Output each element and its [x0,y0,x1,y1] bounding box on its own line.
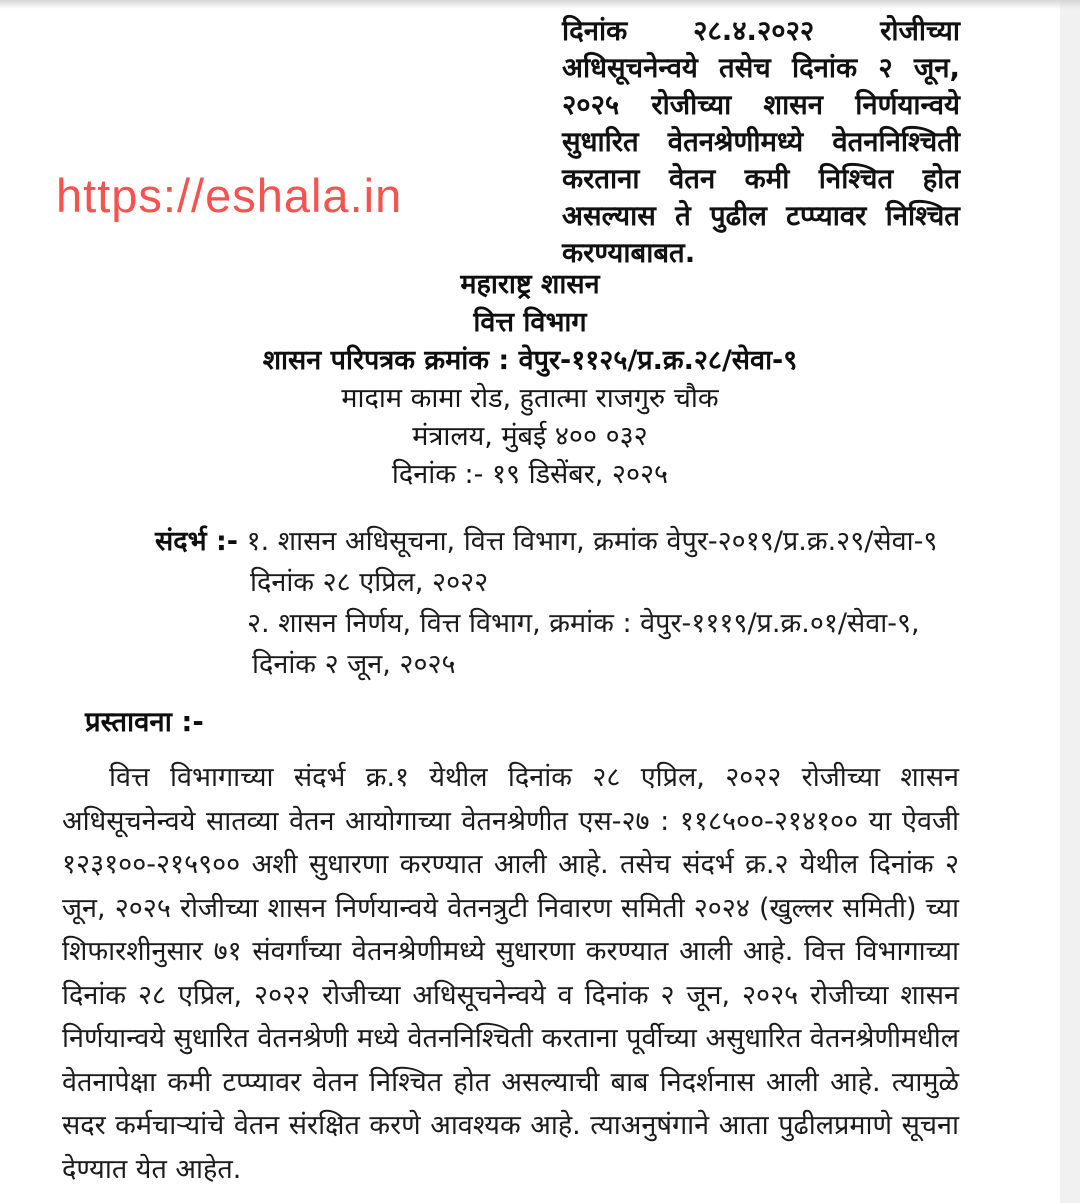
reference-2: २. शासन निर्णय, वित्त विभाग, क्रमांक : वेपुर-१११९/प्र.क्र.०१/सेवा-९, [247,608,920,639]
references-block [0,521,1060,685]
address-line-1: मादाम कामा रोड, हुतात्मा राजगुरु चौक [341,383,719,414]
letterhead [0,266,1060,494]
address-line-2: मंत्रालय, मुंबई ४०० ०३२ [412,421,648,452]
preamble-heading: प्रस्तावना :- [85,706,204,738]
reference-1 [0,521,1060,562]
subject-block: दिनांक २८.४.२०२२ रोजीच्या अधिसूचनेन्वये तसेच दिनांक २ जून, २०२५ रोजीच्या शासन निर्णयान्वये सुधारित वेतनश्रेणीमध्ये वेतननिश्चिती करताना वेतन कमी निश्चित होत असल्यास ते पुढील टप्प्यावर निश्चित करण्याबाबत. [562,15,960,269]
page-gutter [1060,0,1080,1203]
top-scroll-shadow [0,0,1080,9]
reference-1-text: १. शासन अधिसूचना, वित्त विभाग, क्रमांक वेपुर-२०१९/प्र.क्र.२९/सेवा-९ [246,526,938,557]
reference-2-date: दिनांक २ जून, २०२५ [252,649,456,680]
government-name: महाराष्ट्र शासन [460,269,600,300]
reference-1-date: दिनांक २८ एप्रिल, २०२२ [250,567,489,598]
circular-number: शासन परिपत्रक क्रमांक : वेपुर-११२५/प्र.क्र.२८/सेवा-९ [262,345,798,376]
references-label: संदर्भ :- [155,526,238,557]
department-name: वित्त विभाग [473,307,587,338]
issue-date: दिनांक :- १९ डिसेंबर, २०२५ [391,459,669,490]
watermark-url: https://eshala.in [56,169,403,222]
preamble-paragraph: वित्त विभागाच्या संदर्भ क्र.१ येथील दिनांक २८ एप्रिल, २०२२ रोजीच्या शासन अधिसूचनेन्वये सातव्या वेतन आयोगाच्या वेतनश्रेणीत एस-२७ : ११८५००-२१४१०० या ऐवजी १२३१००-२१५९०० अशी सुधारणा करण्यात आली आहे. तसेच संदर्भ क्र.२ येथील दिनांक २ जून, २०२५ रोजीच्या शासन निर्णयान्वये वेतनत्रुटी निवारण समिती २०२४ (खुल्लर समिती) च्या शिफारशीनुसार ७१ संवर्गांच्या वेतनश्रेणीमध्ये सुधारणा करण्यात आली आहे. वित्त विभागाच्या दिनांक २८ एप्रिल, २०२२ रोजीच्या अधिसूचनेन्वये व दिनांक २ जून, २०२५ रोजीच्या शासन निर्णयान्वये सुधारित वेतनश्रेणी मध्ये वेतननिश्चिती करताना पूर्वीच्या असुधारित वेतनश्रेणीमधील वेतनापेक्षा कमी टप्प्यावर वेतन निश्चित होत असल्याची बाब निदर्शनास आली आहे. त्यामुळे सदर कर्मचाऱ्यांचे वेतन संरक्षित करणे आवश्यक आहे. त्याअनुषंगाने आता पुढीलप्रमाणे सूचना देण्यात येत आहेत. [62,762,959,1185]
